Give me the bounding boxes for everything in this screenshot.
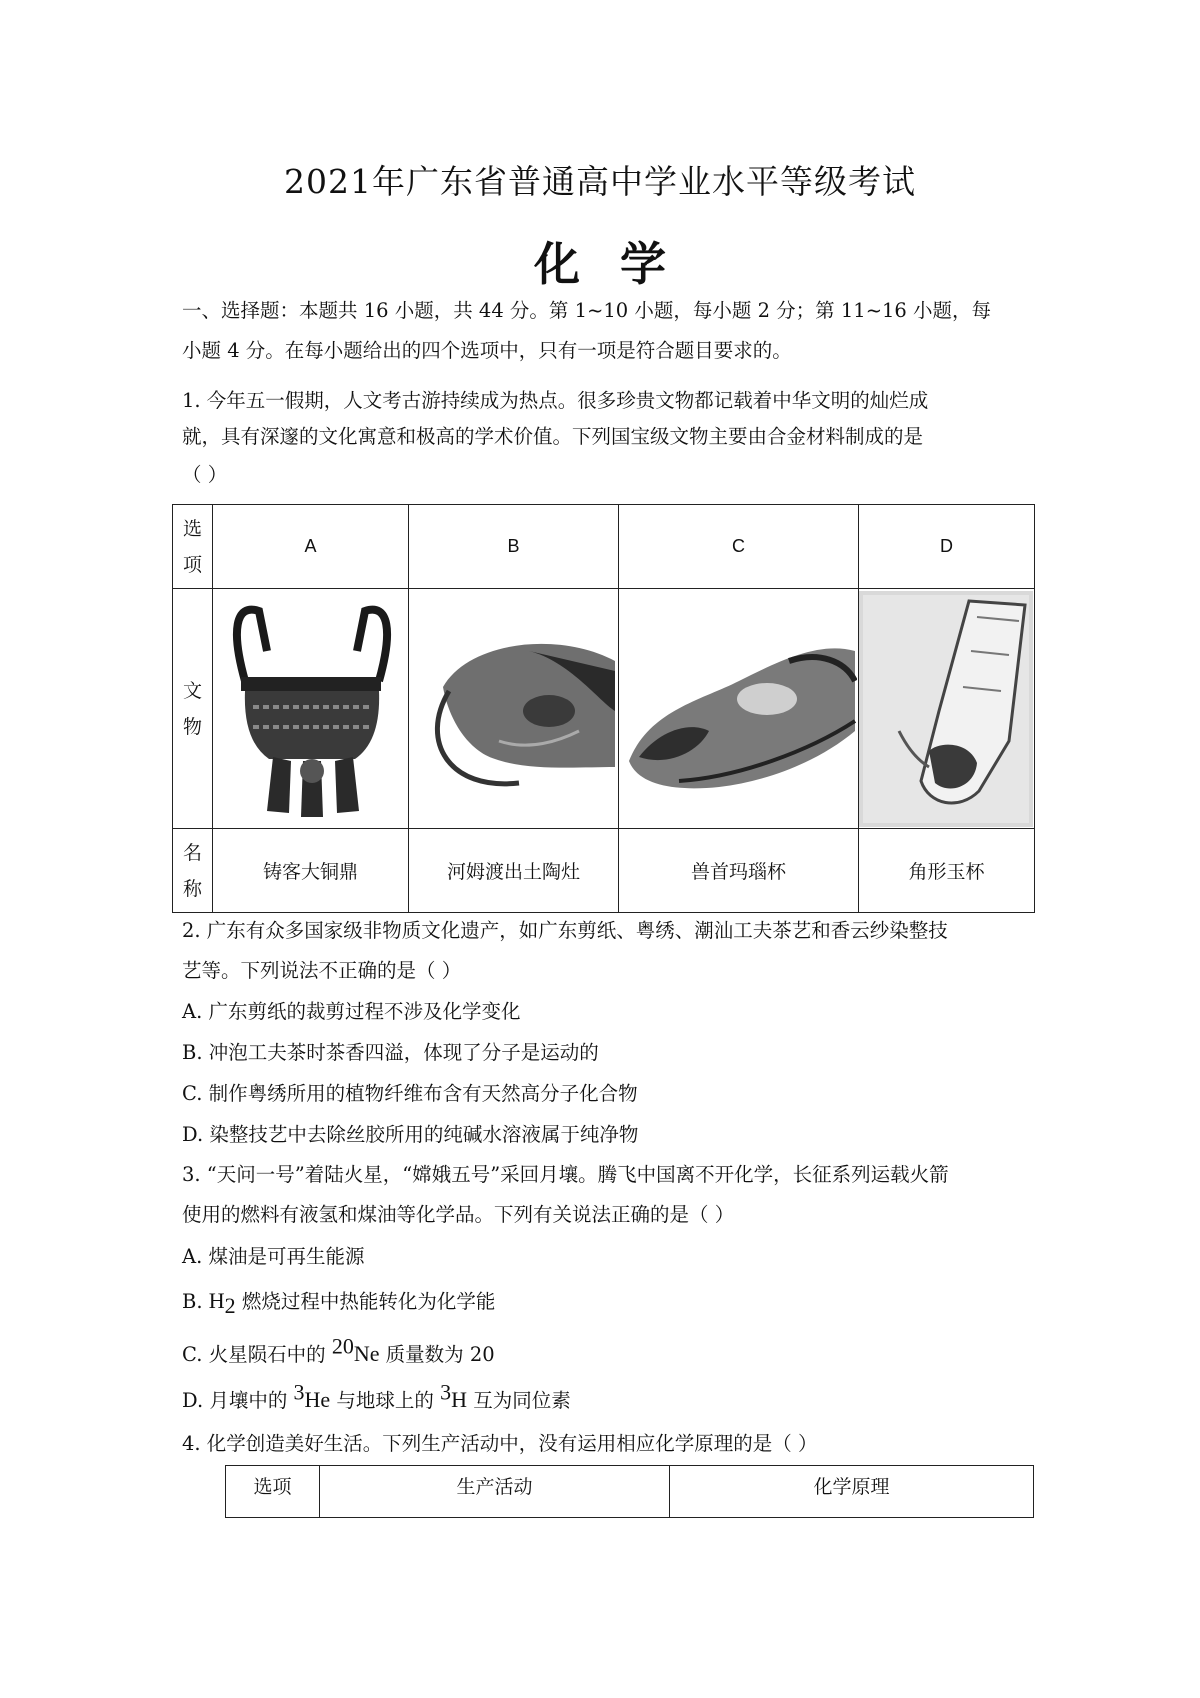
q3-option-b: B. $H_2$ 燃烧过程中热能转化为化学能 <box>182 1288 496 1318</box>
table-row <box>173 505 1035 589</box>
q3-line1: 3. “天问一号”着陆火星，“嫦娥五号”采回月壤。腾飞中国离不开化学，长征系列运载火箭 <box>182 1163 949 1186</box>
q2-line1: 2. 广东有众多国家级非物质文化遗产，如广东剪纸、粤绣、潮汕工夫茶艺和香云纱染整技 <box>182 919 948 942</box>
exam-title: 2021年广东省普通高中学业水平等级考试 <box>284 162 916 201</box>
artifact-c-name: 兽首玛瑙杯 <box>619 829 859 913</box>
artifact-b-name: 河姆渡出土陶灶 <box>409 829 619 913</box>
artifact-d-image-cell <box>859 589 1035 829</box>
table-row <box>226 1466 1034 1518</box>
jade-horn-cup-image <box>859 591 1033 827</box>
q3-option-c: C. 火星陨石中的 $^{20}$Ne 质量数为 20 <box>182 1333 495 1366</box>
artifact-b-image-cell <box>409 589 619 829</box>
q3-line2: 使用的燃料有液氢和煤油等化学品。下列有关说法正确的是（ ） <box>182 1203 735 1226</box>
table-row <box>173 829 1035 913</box>
artifact-a-name: 铸客大铜鼎 <box>213 829 409 913</box>
q3-option-a: A. 煤油是可再生能源 <box>182 1245 365 1268</box>
table-row <box>173 589 1035 829</box>
artifact-a-image-cell <box>213 589 409 829</box>
artifact-d-name: 角形玉杯 <box>859 829 1035 913</box>
option-b-label: B <box>409 505 619 589</box>
bronze-ding-image <box>213 591 407 827</box>
option-a-label: A <box>213 505 409 589</box>
q2-option-c: C. 制作粤绣所用的植物纤维布含有天然高分子化合物 <box>182 1082 638 1105</box>
q4-header-principle: 化学原理 <box>670 1466 1034 1518</box>
q1-line3: （ ） <box>182 463 228 486</box>
pottery-stove-image <box>409 591 617 827</box>
option-c-label: C <box>619 505 859 589</box>
q1-artifact-table <box>172 504 1035 913</box>
artifact-c-image-cell <box>619 589 859 829</box>
q1-line1: 1. 今年五一假期，人文考古游持续成为热点。很多珍贵文物都记载着中华文明的灿烂成 <box>182 389 929 412</box>
row-label-option: 选 项 <box>173 505 213 589</box>
q2-option-a: A. 广东剪纸的裁剪过程不涉及化学变化 <box>182 1000 521 1023</box>
q4-table <box>225 1465 1034 1518</box>
agate-cup-image <box>619 591 857 827</box>
q1-line2: 就，具有深邃的文化寓意和极高的学术价值。下列国宝级文物主要由合金材料制成的是 <box>182 425 924 448</box>
q2-option-d: D. 染整技艺中去除丝胶所用的纯碱水溶液属于纯净物 <box>182 1123 639 1146</box>
q4-header-activity: 生产活动 <box>320 1466 670 1518</box>
option-d-label: D <box>859 505 1035 589</box>
q3-option-d: D. 月壤中的 $^3$He 与地球上的 $^3$H 互为同位素 <box>182 1379 571 1412</box>
row-label-artifact: 文 物 <box>173 589 213 829</box>
q4-header-option: 选项 <box>226 1466 320 1518</box>
subject-title: 化学 <box>534 237 706 291</box>
q2-option-b: B. 冲泡工夫茶时茶香四溢，体现了分子是运动的 <box>182 1041 599 1064</box>
row-label-name: 名 称 <box>173 829 213 913</box>
q4-line1: 4. 化学创造美好生活。下列生产活动中，没有运用相应化学原理的是（ ） <box>182 1432 818 1455</box>
section1-instructions-line1: 一、选择题：本题共 16 小题，共 44 分。第 1~10 小题，每小题 2 分；第 11~16 小题，每 <box>182 299 992 322</box>
section1-instructions-line2: 小题 4 分。在每小题给出的四个选项中，只有一项是符合题目要求的。 <box>182 339 792 362</box>
q2-line2: 艺等。下列说法不正确的是（ ） <box>182 959 462 982</box>
